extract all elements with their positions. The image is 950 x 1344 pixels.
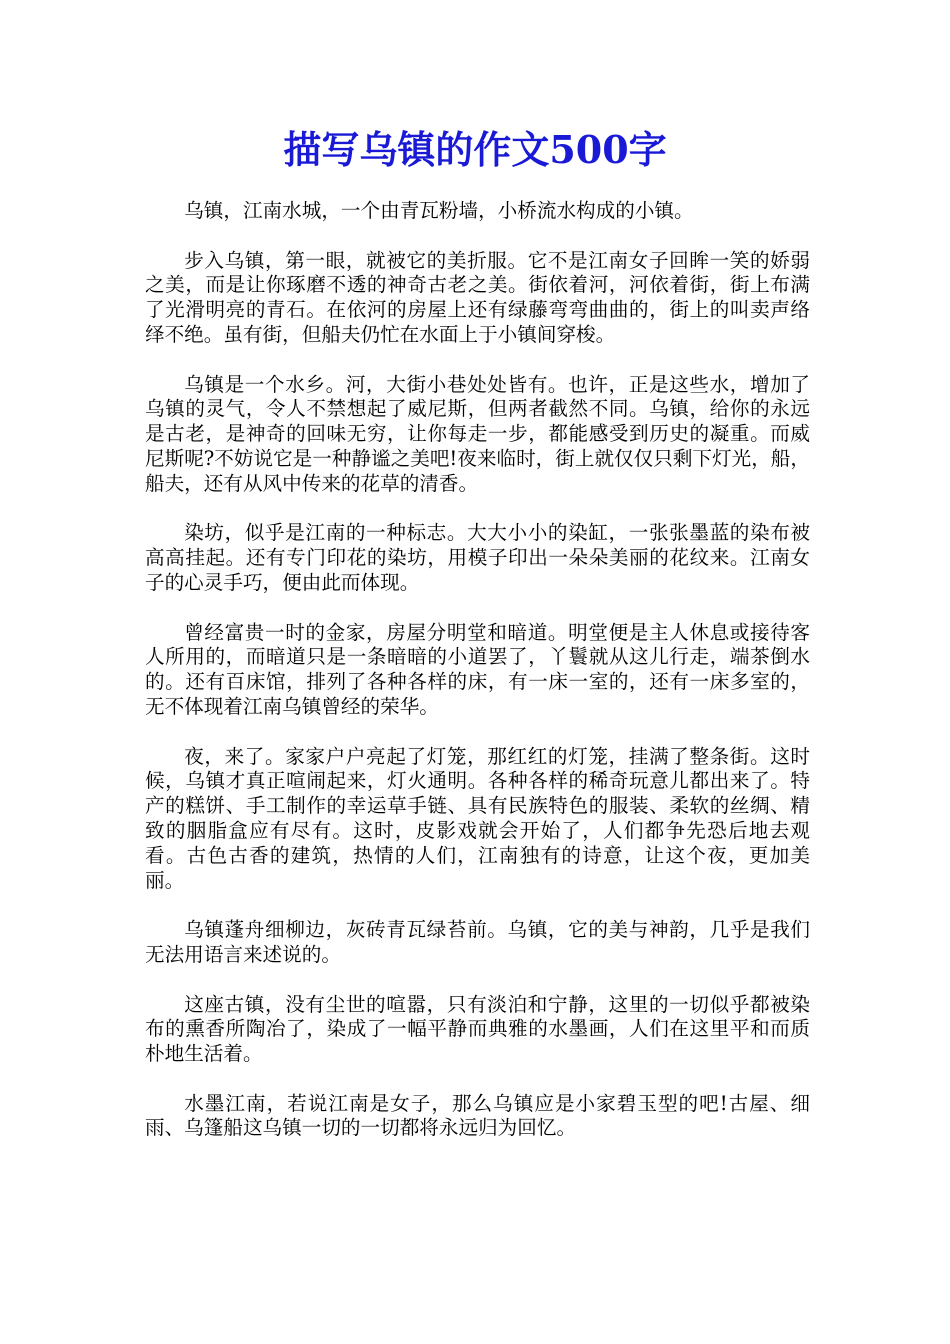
article-body xyxy=(145,199,810,1166)
paragraph-6: 夜，来了。家家户户亮起了灯笼，那红红的灯笼，挂满了整条街。这时候，乌镇才真正喧闹起来，灯火通明。各种各样的稀奇玩意儿都出来了。特产的糕饼、手工制作的幸运草手链、具有民族特色的服装、柔软的丝绸、精致的胭脂盒应有尽有。这时，皮影戏就会开始了，人们都争先恐后地去观看。古色古香的建筑，热情的人们，江南独有的诗意，让这个夜，更加美丽。 xyxy=(145,744,810,892)
paragraph-9: 水墨江南，若说江南是女子，那么乌镇应是小家碧玉型的吧!古屋、细雨、乌篷船这乌镇一切的一切都将永远归为回忆。 xyxy=(145,1091,810,1140)
paragraph-1: 乌镇，江南水城，一个由青瓦粉墙，小桥流水构成的小镇。 xyxy=(184,199,694,222)
page-title: 描写乌镇的作文500字 xyxy=(283,127,667,172)
paragraph-8: 这座古镇，没有尘世的喧嚣，只有淡泊和宁静，这里的一切似乎都被染布的熏香所陶冶了，染成了一幅平静而典雅的水墨画，人们在这里平和而质朴地生活着。 xyxy=(145,992,810,1066)
paragraph-3: 乌镇是一个水乡。河，大街小巷处处皆有。也许，正是这些水，增加了乌镇的灵气，令人不禁想起了威尼斯，但两者截然不同。乌镇，给你的永远是古老，是神奇的回味无穷，让你每走一步，都能感受到历史的凝重。而威尼斯呢?不妨说它是一种静谧之美吧!夜来临时，街上就仅仅只剩下灯光，船，船夫，还有从风中传来的花草的清香。 xyxy=(145,372,810,495)
paragraph-2: 步入乌镇，第一眼，就被它的美折服。它不是江南女子回眸一笑的娇弱之美，而是让你琢磨不透的神奇古老之美。街依着河，河依着街，街上布满了光滑明亮的青石。在依河的房屋上还有绿藤弯弯曲曲的，街上的叫卖声络绎不绝。虽有街，但船夫仍忙在水面上于小镇间穿梭。 xyxy=(145,248,810,346)
paragraph-4: 染坊，似乎是江南的一种标志。大大小小的染缸，一张张墨蓝的染布被高高挂起。还有专门印花的染坊，用模子印出一朵朵美丽的花纹来。江南女子的心灵手巧，便由此而体现。 xyxy=(145,521,810,594)
paragraph-5: 曾经富贵一时的金家，房屋分明堂和暗道。明堂便是主人休息或接待客人所用的，而暗道只是一条暗暗的小道罢了，丫鬟就从这儿行走，端茶倒水的。还有百床馆，排列了各种各样的床，有一床一室的，还有一床多室的，无不体现着江南乌镇曾经的荣华。 xyxy=(145,620,810,718)
paragraph-7: 乌镇蓬舟细柳边，灰砖青瓦绿苔前。乌镇，它的美与神韵，几乎是我们无法用语言来述说的。 xyxy=(145,918,810,966)
